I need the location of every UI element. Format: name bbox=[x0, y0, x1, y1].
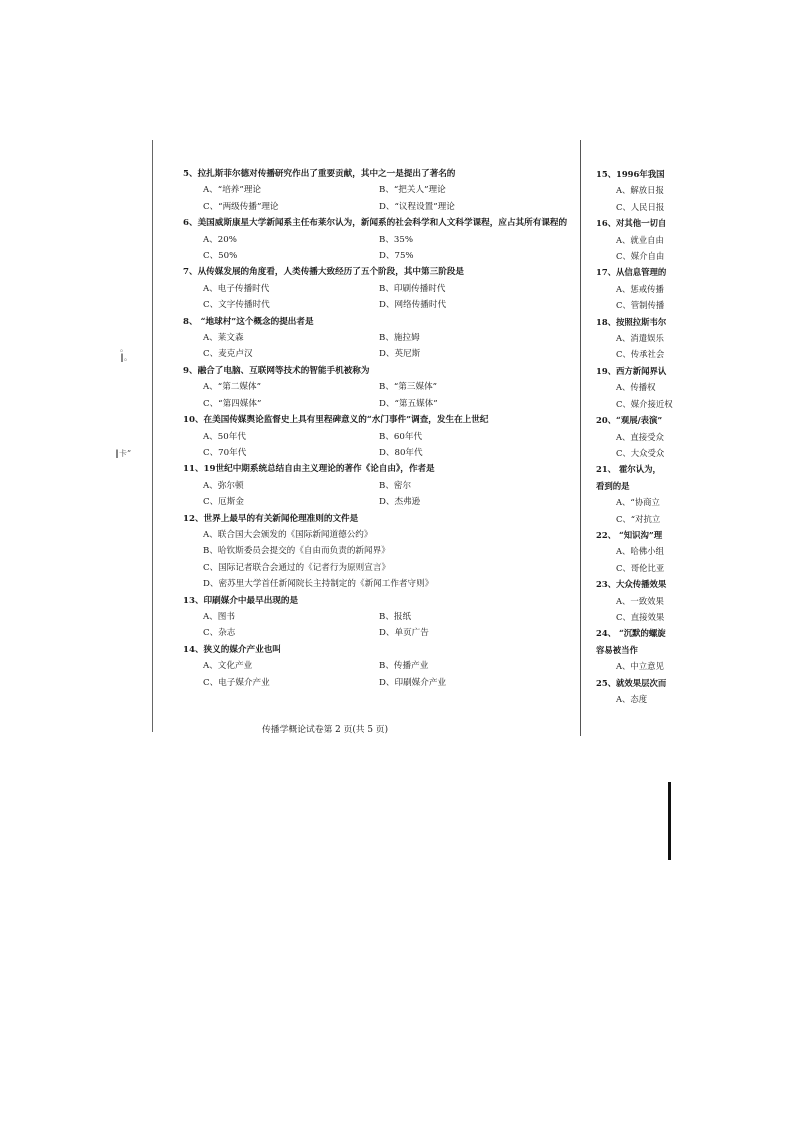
options-group bbox=[183, 232, 575, 265]
question-stem: 9、融合了电脑、互联网等技术的智能手机被称为 bbox=[183, 365, 370, 376]
question-stem: 8、 “地球村”这个概念的提出者是 bbox=[183, 316, 314, 327]
option: C、国际记者联合会通过的《记者行为原则宣言》 bbox=[203, 562, 391, 573]
option: C、50% bbox=[203, 251, 238, 262]
question-stem: 23、大众传播效果 bbox=[596, 579, 667, 590]
option: A、联合国大会颁发的《国际新闻道德公约》 bbox=[203, 529, 373, 540]
option: B、印刷传播时代 bbox=[379, 283, 446, 294]
option: B、施拉姆 bbox=[379, 333, 420, 344]
question bbox=[183, 264, 575, 313]
question-stem: 21、 霍尔认为， bbox=[596, 464, 661, 475]
option: D、密苏里大学首任新闻院长主持制定的《新闻工作者守则》 bbox=[203, 579, 434, 590]
options-group bbox=[183, 609, 575, 642]
option: A、直接受众 bbox=[616, 431, 664, 442]
option: A、电子传播时代 bbox=[203, 283, 270, 294]
option: C、杂志 bbox=[203, 628, 236, 639]
question-stem: 24、 “沉默的螺旋 bbox=[596, 628, 666, 639]
question bbox=[183, 363, 575, 412]
option: C、70年代 bbox=[203, 447, 247, 458]
question bbox=[183, 593, 575, 642]
option: A、“培养”理论 bbox=[203, 185, 261, 196]
option: D、网络传播时代 bbox=[379, 300, 447, 311]
option: B、哈钦斯委员会提交的《自由而负责的新闻界》 bbox=[203, 546, 390, 557]
option: A、一致效果 bbox=[616, 595, 664, 606]
option: C、管制传播 bbox=[616, 300, 665, 311]
question bbox=[596, 412, 678, 461]
option: D、单页广告 bbox=[379, 628, 429, 639]
question bbox=[183, 166, 575, 215]
option: A、50年代 bbox=[203, 431, 246, 442]
question-stem: 10、在美国传媒舆论监督史上具有里程碑意义的“水门事件”调查，发生在上世纪 bbox=[183, 415, 489, 426]
question-stem: 12、世界上最早的有关新闻伦理准则的文件是 bbox=[183, 513, 359, 524]
option: D、“议程设置”理论 bbox=[379, 201, 455, 212]
question bbox=[596, 675, 678, 708]
option: C、直接效果 bbox=[616, 611, 665, 622]
margin-mark: ‖。 bbox=[120, 353, 132, 362]
option: B、60年代 bbox=[379, 431, 423, 442]
options-group bbox=[183, 330, 575, 363]
option: C、麦克卢汉 bbox=[203, 349, 253, 360]
option: B、传播产业 bbox=[379, 661, 429, 672]
question bbox=[596, 625, 678, 674]
option: C、“两级传播”理论 bbox=[203, 201, 279, 212]
question-stem: 18、按照拉斯韦尔 bbox=[596, 316, 667, 327]
option: A、消遣娱乐 bbox=[616, 333, 664, 344]
question-stem: 20、“观展/表演” bbox=[596, 415, 663, 426]
question-stem: 14、狭义的媒介产业也叫 bbox=[183, 644, 281, 655]
options-group bbox=[183, 379, 575, 412]
option: C、哥伦比亚 bbox=[616, 562, 665, 573]
question bbox=[183, 461, 575, 510]
options-group bbox=[183, 429, 575, 462]
scan-edge-mark bbox=[668, 782, 671, 860]
question bbox=[183, 511, 575, 593]
option: D、80年代 bbox=[379, 447, 423, 458]
options-group bbox=[183, 281, 575, 314]
option: D、75% bbox=[379, 251, 414, 262]
option: A、解放日报 bbox=[616, 185, 664, 196]
question-stem: 15、1996年我国 bbox=[596, 169, 665, 179]
option: B、密尔 bbox=[379, 480, 412, 491]
question-stem: 13、印刷媒介中最早出现的是 bbox=[183, 595, 299, 606]
option: A、莱文森 bbox=[203, 333, 244, 344]
question-stem: 22、 “知识沟”理 bbox=[596, 529, 663, 540]
option: A、“协商立 bbox=[616, 497, 660, 508]
option: C、媒介自由 bbox=[616, 251, 665, 262]
option: A、传播权 bbox=[616, 382, 656, 393]
options-group bbox=[183, 478, 575, 511]
question-stem: 7、从传媒发展的角度看，人类传播大致经历了五个阶段，其中第三阶段是 bbox=[183, 267, 464, 278]
option: D、英尼斯 bbox=[379, 349, 421, 360]
option: C、文字传播时代 bbox=[203, 300, 270, 311]
option: A、就业自由 bbox=[616, 234, 664, 245]
option: A、态度 bbox=[616, 694, 648, 704]
option: D、印刷媒介产业 bbox=[379, 677, 447, 688]
question bbox=[596, 576, 678, 625]
right-question-column bbox=[596, 166, 678, 707]
question bbox=[596, 264, 678, 313]
question-stem-continued: 容易被当作 bbox=[596, 644, 638, 655]
question-stem: 11、19世纪中期系统总结自由主义理论的著作《论自由》，作者是 bbox=[183, 464, 435, 475]
question bbox=[183, 412, 575, 461]
option: B、“把关人”理论 bbox=[379, 185, 446, 196]
option: A、弥尔顿 bbox=[203, 480, 244, 491]
option: D、“第五媒体” bbox=[379, 398, 438, 409]
question bbox=[596, 461, 678, 527]
margin-mark: 。 bbox=[120, 344, 128, 353]
question bbox=[183, 642, 575, 691]
options-group bbox=[183, 527, 575, 593]
options-group bbox=[183, 182, 575, 215]
question-stem: 6、美国威斯康星大学新闻系主任布莱尔认为，新闻系的社会科学和人文科学课程，应占其所有课程的 bbox=[183, 218, 568, 229]
option: C、媒介接近权 bbox=[616, 398, 673, 409]
option: A、文化产业 bbox=[203, 661, 253, 672]
option: B、35% bbox=[379, 234, 414, 245]
option: D、杰弗逊 bbox=[379, 497, 421, 508]
question-stem-continued: 看到的是 bbox=[596, 480, 630, 491]
question-stem: 19、西方新闻界认 bbox=[596, 365, 667, 376]
question bbox=[596, 314, 678, 363]
page-footer: 传播学概论试卷第 2 页(共 5 页) bbox=[262, 725, 389, 735]
option: C、传承社会 bbox=[616, 349, 665, 360]
option: A、图书 bbox=[203, 611, 235, 622]
question bbox=[183, 314, 575, 363]
question bbox=[596, 215, 678, 264]
question bbox=[596, 166, 678, 215]
option: C、电子媒介产业 bbox=[203, 677, 270, 688]
column-divider-line bbox=[580, 140, 581, 736]
option: C、“第四媒体” bbox=[203, 398, 262, 409]
question-stem: 5、拉扎斯菲尔德对传播研究作出了重要贡献，其中之一是提出了著名的 bbox=[183, 169, 456, 179]
question-stem: 16、对其他一切自 bbox=[596, 218, 667, 229]
question bbox=[596, 363, 678, 412]
option: A、20% bbox=[203, 234, 237, 245]
margin-mark: ‖卡” bbox=[115, 449, 132, 458]
option: A、哈佛小组 bbox=[616, 546, 664, 557]
options-group bbox=[183, 658, 575, 691]
option: C、“对抗立 bbox=[616, 513, 661, 524]
question bbox=[596, 527, 678, 576]
left-border-line bbox=[152, 140, 153, 732]
question-stem: 25、就效果层次而 bbox=[596, 677, 667, 688]
option: C、人民日报 bbox=[616, 201, 665, 212]
question bbox=[183, 215, 575, 264]
option: A、中立意见 bbox=[616, 661, 664, 672]
question-stem: 17、从信息管理的 bbox=[596, 267, 667, 278]
option: B、报纸 bbox=[379, 611, 412, 622]
option: A、“第二媒体” bbox=[203, 382, 261, 393]
left-question-column bbox=[183, 166, 575, 691]
option: C、大众受众 bbox=[616, 447, 665, 458]
option: B、“第三媒体” bbox=[379, 382, 438, 393]
option: A、惩戒传播 bbox=[616, 283, 664, 294]
option: C、厄斯金 bbox=[203, 497, 244, 508]
